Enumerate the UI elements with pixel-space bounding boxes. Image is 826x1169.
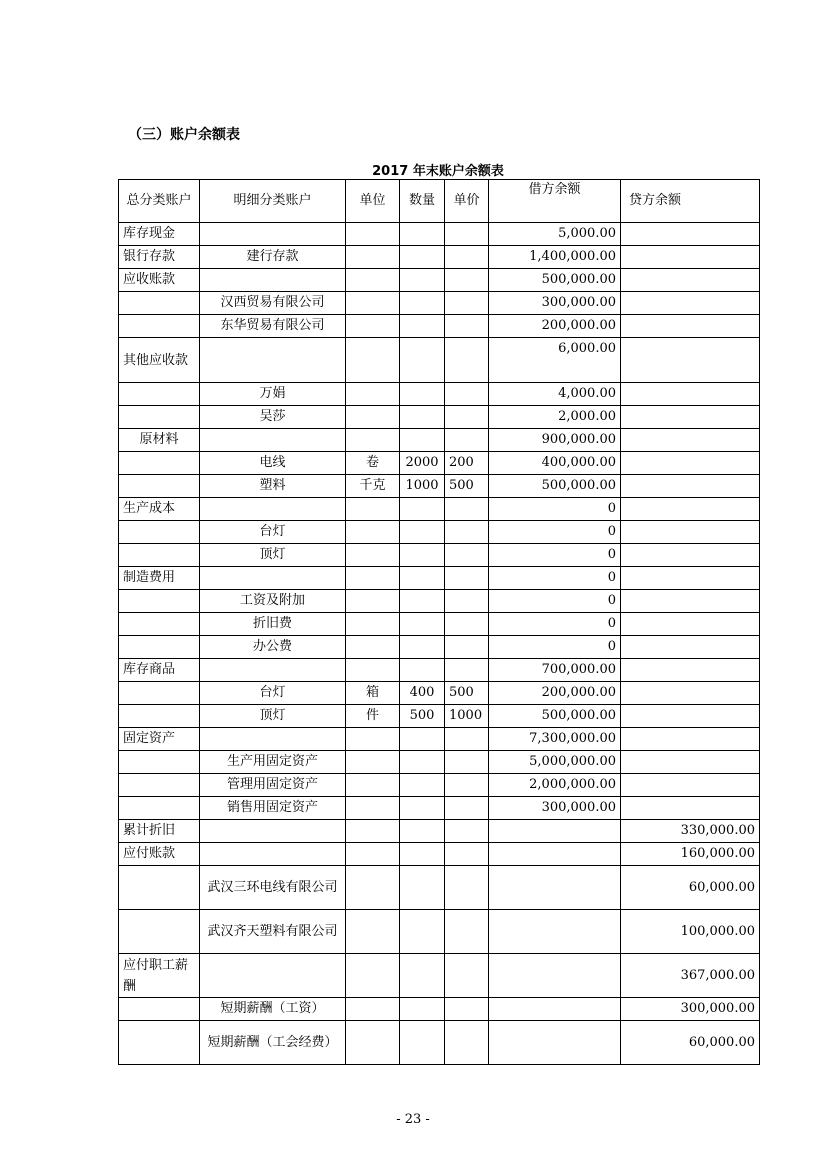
header-debit: 借方余额: [489, 180, 621, 223]
cell-detail: 销售用固定资产: [200, 797, 346, 820]
cell-unit: [346, 1021, 400, 1065]
cell-account: [119, 452, 200, 475]
cell-unit: [346, 246, 400, 269]
cell-detail: [200, 429, 346, 452]
cell-detail: 台灯: [200, 682, 346, 705]
table-row: [119, 223, 760, 246]
cell-price: [445, 751, 489, 774]
cell-price: [445, 567, 489, 590]
table-row: [119, 521, 760, 544]
cell-unit: [346, 383, 400, 406]
cell-account: [119, 544, 200, 567]
cell-credit: 160,000.00: [621, 843, 760, 866]
table-row: [119, 774, 760, 797]
cell-debit: [489, 820, 621, 843]
cell-debit: 2,000.00: [489, 406, 621, 429]
table-row: [119, 866, 760, 910]
cell-account: 生产成本: [119, 498, 200, 521]
cell-debit: [489, 1021, 621, 1065]
cell-credit: [621, 292, 760, 315]
cell-qty: [400, 338, 445, 383]
cell-detail: 短期薪酬（工资）: [200, 998, 346, 1021]
cell-unit: [346, 521, 400, 544]
cell-account: 库存现金: [119, 223, 200, 246]
cell-price: [445, 954, 489, 998]
cell-debit: 300,000.00: [489, 797, 621, 820]
cell-qty: 2000: [400, 452, 445, 475]
cell-price: [445, 544, 489, 567]
cell-price: [445, 292, 489, 315]
cell-price: [445, 843, 489, 866]
section-heading: （三）账户余额表: [128, 127, 240, 143]
cell-debit: 700,000.00: [489, 659, 621, 682]
cell-detail: 工资及附加: [200, 590, 346, 613]
header-price: 单价: [445, 180, 489, 223]
table-row: [119, 705, 760, 728]
cell-qty: [400, 613, 445, 636]
cell-account: 应收账款: [119, 269, 200, 292]
cell-qty: [400, 820, 445, 843]
cell-detail: 电线: [200, 452, 346, 475]
cell-detail: 短期薪酬（工会经费）: [200, 1021, 346, 1065]
cell-qty: [400, 998, 445, 1021]
cell-unit: [346, 751, 400, 774]
table-row: [119, 728, 760, 751]
cell-price: [445, 774, 489, 797]
cell-account: 应付账款: [119, 843, 200, 866]
cell-credit: [621, 682, 760, 705]
cell-qty: 500: [400, 705, 445, 728]
cell-qty: [400, 659, 445, 682]
cell-credit: [621, 728, 760, 751]
cell-price: [445, 866, 489, 910]
cell-price: [445, 498, 489, 521]
header-credit: 贷方余额: [621, 180, 760, 223]
cell-account: [119, 797, 200, 820]
table-row: [119, 429, 760, 452]
cell-qty: [400, 223, 445, 246]
cell-price: [445, 521, 489, 544]
cell-detail: [200, 820, 346, 843]
cell-qty: [400, 866, 445, 910]
cell-account: [119, 705, 200, 728]
cell-credit: [621, 613, 760, 636]
cell-account: [119, 590, 200, 613]
cell-debit: 2,000,000.00: [489, 774, 621, 797]
cell-account: 应付职工薪酬: [119, 954, 200, 998]
table-row: [119, 292, 760, 315]
cell-account: 库存商品: [119, 659, 200, 682]
table-row: [119, 820, 760, 843]
cell-credit: 60,000.00: [621, 866, 760, 910]
cell-qty: [400, 383, 445, 406]
table-row: [119, 338, 760, 383]
header-account: 总分类账户: [119, 180, 200, 223]
cell-detail: 建行存款: [200, 246, 346, 269]
cell-account: [119, 406, 200, 429]
page-number: - 23 -: [396, 1112, 430, 1127]
cell-detail: [200, 567, 346, 590]
table-row: [119, 797, 760, 820]
table-row: [119, 383, 760, 406]
cell-debit: 5,000,000.00: [489, 751, 621, 774]
cell-unit: 件: [346, 705, 400, 728]
cell-detail: 汉西贸易有限公司: [200, 292, 346, 315]
cell-price: [445, 246, 489, 269]
table-row: [119, 475, 760, 498]
cell-price: [445, 820, 489, 843]
cell-detail: 生产用固定资产: [200, 751, 346, 774]
cell-debit: 500,000.00: [489, 269, 621, 292]
cell-unit: [346, 797, 400, 820]
cell-account: [119, 383, 200, 406]
cell-price: [445, 383, 489, 406]
account-balance-table: [118, 179, 760, 1065]
table-title: 2017 年末账户余额表: [372, 164, 504, 179]
header-detail: 明细分类账户: [200, 180, 346, 223]
cell-price: [445, 590, 489, 613]
cell-account: [119, 292, 200, 315]
cell-detail: [200, 954, 346, 998]
cell-account: [119, 866, 200, 910]
cell-credit: 300,000.00: [621, 998, 760, 1021]
cell-detail: [200, 269, 346, 292]
cell-debit: 0: [489, 636, 621, 659]
cell-unit: [346, 406, 400, 429]
cell-debit: 4,000.00: [489, 383, 621, 406]
cell-account: [119, 636, 200, 659]
cell-account: 固定资产: [119, 728, 200, 751]
cell-detail: 办公费: [200, 636, 346, 659]
cell-credit: 100,000.00: [621, 910, 760, 954]
cell-price: [445, 223, 489, 246]
cell-unit: [346, 429, 400, 452]
cell-credit: [621, 338, 760, 383]
cell-debit: 1,400,000.00: [489, 246, 621, 269]
cell-unit: [346, 659, 400, 682]
cell-debit: 0: [489, 498, 621, 521]
table-row: [119, 567, 760, 590]
cell-detail: 管理用固定资产: [200, 774, 346, 797]
cell-qty: [400, 751, 445, 774]
cell-detail: 顶灯: [200, 544, 346, 567]
cell-debit: 5,000.00: [489, 223, 621, 246]
cell-qty: [400, 728, 445, 751]
cell-debit: 0: [489, 521, 621, 544]
cell-account: 银行存款: [119, 246, 200, 269]
cell-credit: [621, 223, 760, 246]
cell-credit: [621, 774, 760, 797]
table-row: [119, 613, 760, 636]
cell-debit: 300,000.00: [489, 292, 621, 315]
cell-debit: 500,000.00: [489, 475, 621, 498]
cell-unit: 千克: [346, 475, 400, 498]
cell-price: [445, 1021, 489, 1065]
table-body: [119, 223, 760, 1065]
table-row: [119, 406, 760, 429]
table-row: [119, 954, 760, 998]
cell-price: [445, 269, 489, 292]
cell-unit: [346, 338, 400, 383]
cell-qty: [400, 292, 445, 315]
cell-detail: 东华贸易有限公司: [200, 315, 346, 338]
cell-account: [119, 682, 200, 705]
cell-qty: [400, 498, 445, 521]
header-qty: 数量: [400, 180, 445, 223]
cell-credit: [621, 751, 760, 774]
cell-debit: 0: [489, 590, 621, 613]
cell-credit: [621, 636, 760, 659]
cell-price: [445, 659, 489, 682]
cell-account: 累计折旧: [119, 820, 200, 843]
cell-debit: 200,000.00: [489, 682, 621, 705]
cell-qty: [400, 521, 445, 544]
cell-qty: [400, 797, 445, 820]
cell-credit: [621, 383, 760, 406]
cell-debit: 0: [489, 544, 621, 567]
cell-price: [445, 613, 489, 636]
cell-price: 500: [445, 475, 489, 498]
cell-unit: [346, 292, 400, 315]
cell-detail: 塑料: [200, 475, 346, 498]
cell-price: [445, 406, 489, 429]
table-row: [119, 910, 760, 954]
table-header-row: [119, 180, 760, 223]
cell-detail: [200, 659, 346, 682]
cell-qty: 1000: [400, 475, 445, 498]
table-row: [119, 315, 760, 338]
table-row: [119, 452, 760, 475]
cell-price: [445, 429, 489, 452]
cell-unit: [346, 910, 400, 954]
cell-credit: [621, 521, 760, 544]
cell-credit: [621, 315, 760, 338]
table-row: [119, 636, 760, 659]
cell-qty: [400, 590, 445, 613]
table-row: [119, 544, 760, 567]
table-row: [119, 590, 760, 613]
cell-price: [445, 998, 489, 1021]
cell-qty: [400, 636, 445, 659]
cell-credit: [621, 590, 760, 613]
cell-detail: [200, 728, 346, 751]
cell-qty: [400, 269, 445, 292]
cell-credit: [621, 567, 760, 590]
cell-unit: [346, 613, 400, 636]
cell-account: [119, 613, 200, 636]
cell-detail: 台灯: [200, 521, 346, 544]
cell-qty: [400, 843, 445, 866]
cell-debit: [489, 998, 621, 1021]
cell-price: 1000: [445, 705, 489, 728]
cell-debit: [489, 910, 621, 954]
cell-price: [445, 315, 489, 338]
cell-unit: [346, 843, 400, 866]
cell-detail: 吴莎: [200, 406, 346, 429]
cell-account: [119, 774, 200, 797]
cell-account: 原材料: [119, 429, 200, 452]
cell-credit: [621, 406, 760, 429]
cell-price: [445, 797, 489, 820]
table-row: [119, 246, 760, 269]
cell-price: 200: [445, 452, 489, 475]
cell-debit: 200,000.00: [489, 315, 621, 338]
cell-unit: [346, 590, 400, 613]
cell-unit: [346, 544, 400, 567]
cell-price: [445, 636, 489, 659]
cell-credit: [621, 659, 760, 682]
cell-unit: [346, 998, 400, 1021]
cell-unit: [346, 567, 400, 590]
cell-qty: 400: [400, 682, 445, 705]
cell-qty: [400, 774, 445, 797]
cell-unit: [346, 636, 400, 659]
cell-qty: [400, 567, 445, 590]
table-row: [119, 1021, 760, 1065]
cell-debit: 0: [489, 567, 621, 590]
cell-credit: [621, 705, 760, 728]
table-row: [119, 659, 760, 682]
cell-unit: [346, 728, 400, 751]
cell-credit: 330,000.00: [621, 820, 760, 843]
cell-qty: [400, 1021, 445, 1065]
cell-detail: [200, 223, 346, 246]
cell-unit: [346, 954, 400, 998]
table-row: [119, 751, 760, 774]
cell-debit: [489, 954, 621, 998]
cell-debit: 7,300,000.00: [489, 728, 621, 751]
cell-detail: [200, 498, 346, 521]
cell-debit: 500,000.00: [489, 705, 621, 728]
cell-unit: [346, 774, 400, 797]
cell-qty: [400, 315, 445, 338]
cell-debit: 900,000.00: [489, 429, 621, 452]
cell-account: [119, 751, 200, 774]
cell-account: [119, 315, 200, 338]
cell-unit: 卷: [346, 452, 400, 475]
table-row: [119, 998, 760, 1021]
cell-detail: 武汉三环电线有限公司: [200, 866, 346, 910]
cell-unit: [346, 866, 400, 910]
cell-qty: [400, 954, 445, 998]
table-row: [119, 682, 760, 705]
header-unit: 单位: [346, 180, 400, 223]
cell-debit: 6,000.00: [489, 338, 621, 383]
cell-credit: [621, 269, 760, 292]
cell-unit: [346, 315, 400, 338]
cell-detail: [200, 338, 346, 383]
cell-price: [445, 910, 489, 954]
cell-credit: [621, 544, 760, 567]
table-row: [119, 498, 760, 521]
cell-qty: [400, 246, 445, 269]
cell-unit: [346, 820, 400, 843]
cell-unit: 箱: [346, 682, 400, 705]
cell-qty: [400, 544, 445, 567]
cell-detail: [200, 843, 346, 866]
cell-debit: 0: [489, 613, 621, 636]
cell-price: [445, 338, 489, 383]
cell-debit: 400,000.00: [489, 452, 621, 475]
cell-account: [119, 910, 200, 954]
table-row: [119, 843, 760, 866]
cell-account: 制造费用: [119, 567, 200, 590]
cell-credit: 367,000.00: [621, 954, 760, 998]
cell-credit: [621, 246, 760, 269]
cell-qty: [400, 406, 445, 429]
cell-debit: [489, 843, 621, 866]
cell-detail: 万娟: [200, 383, 346, 406]
cell-detail: 折旧费: [200, 613, 346, 636]
cell-credit: [621, 797, 760, 820]
cell-account: [119, 475, 200, 498]
cell-detail: 武汉齐天塑料有限公司: [200, 910, 346, 954]
cell-detail: 顶灯: [200, 705, 346, 728]
cell-credit: [621, 475, 760, 498]
cell-credit: [621, 498, 760, 521]
cell-unit: [346, 223, 400, 246]
table-row: [119, 269, 760, 292]
cell-account: [119, 998, 200, 1021]
cell-price: [445, 728, 489, 751]
cell-unit: [346, 498, 400, 521]
cell-credit: 60,000.00: [621, 1021, 760, 1065]
cell-qty: [400, 910, 445, 954]
cell-unit: [346, 269, 400, 292]
cell-account: 其他应收款: [119, 338, 200, 383]
cell-account: [119, 1021, 200, 1065]
cell-account: [119, 521, 200, 544]
cell-credit: [621, 452, 760, 475]
cell-price: 500: [445, 682, 489, 705]
cell-credit: [621, 429, 760, 452]
cell-qty: [400, 429, 445, 452]
cell-debit: [489, 866, 621, 910]
